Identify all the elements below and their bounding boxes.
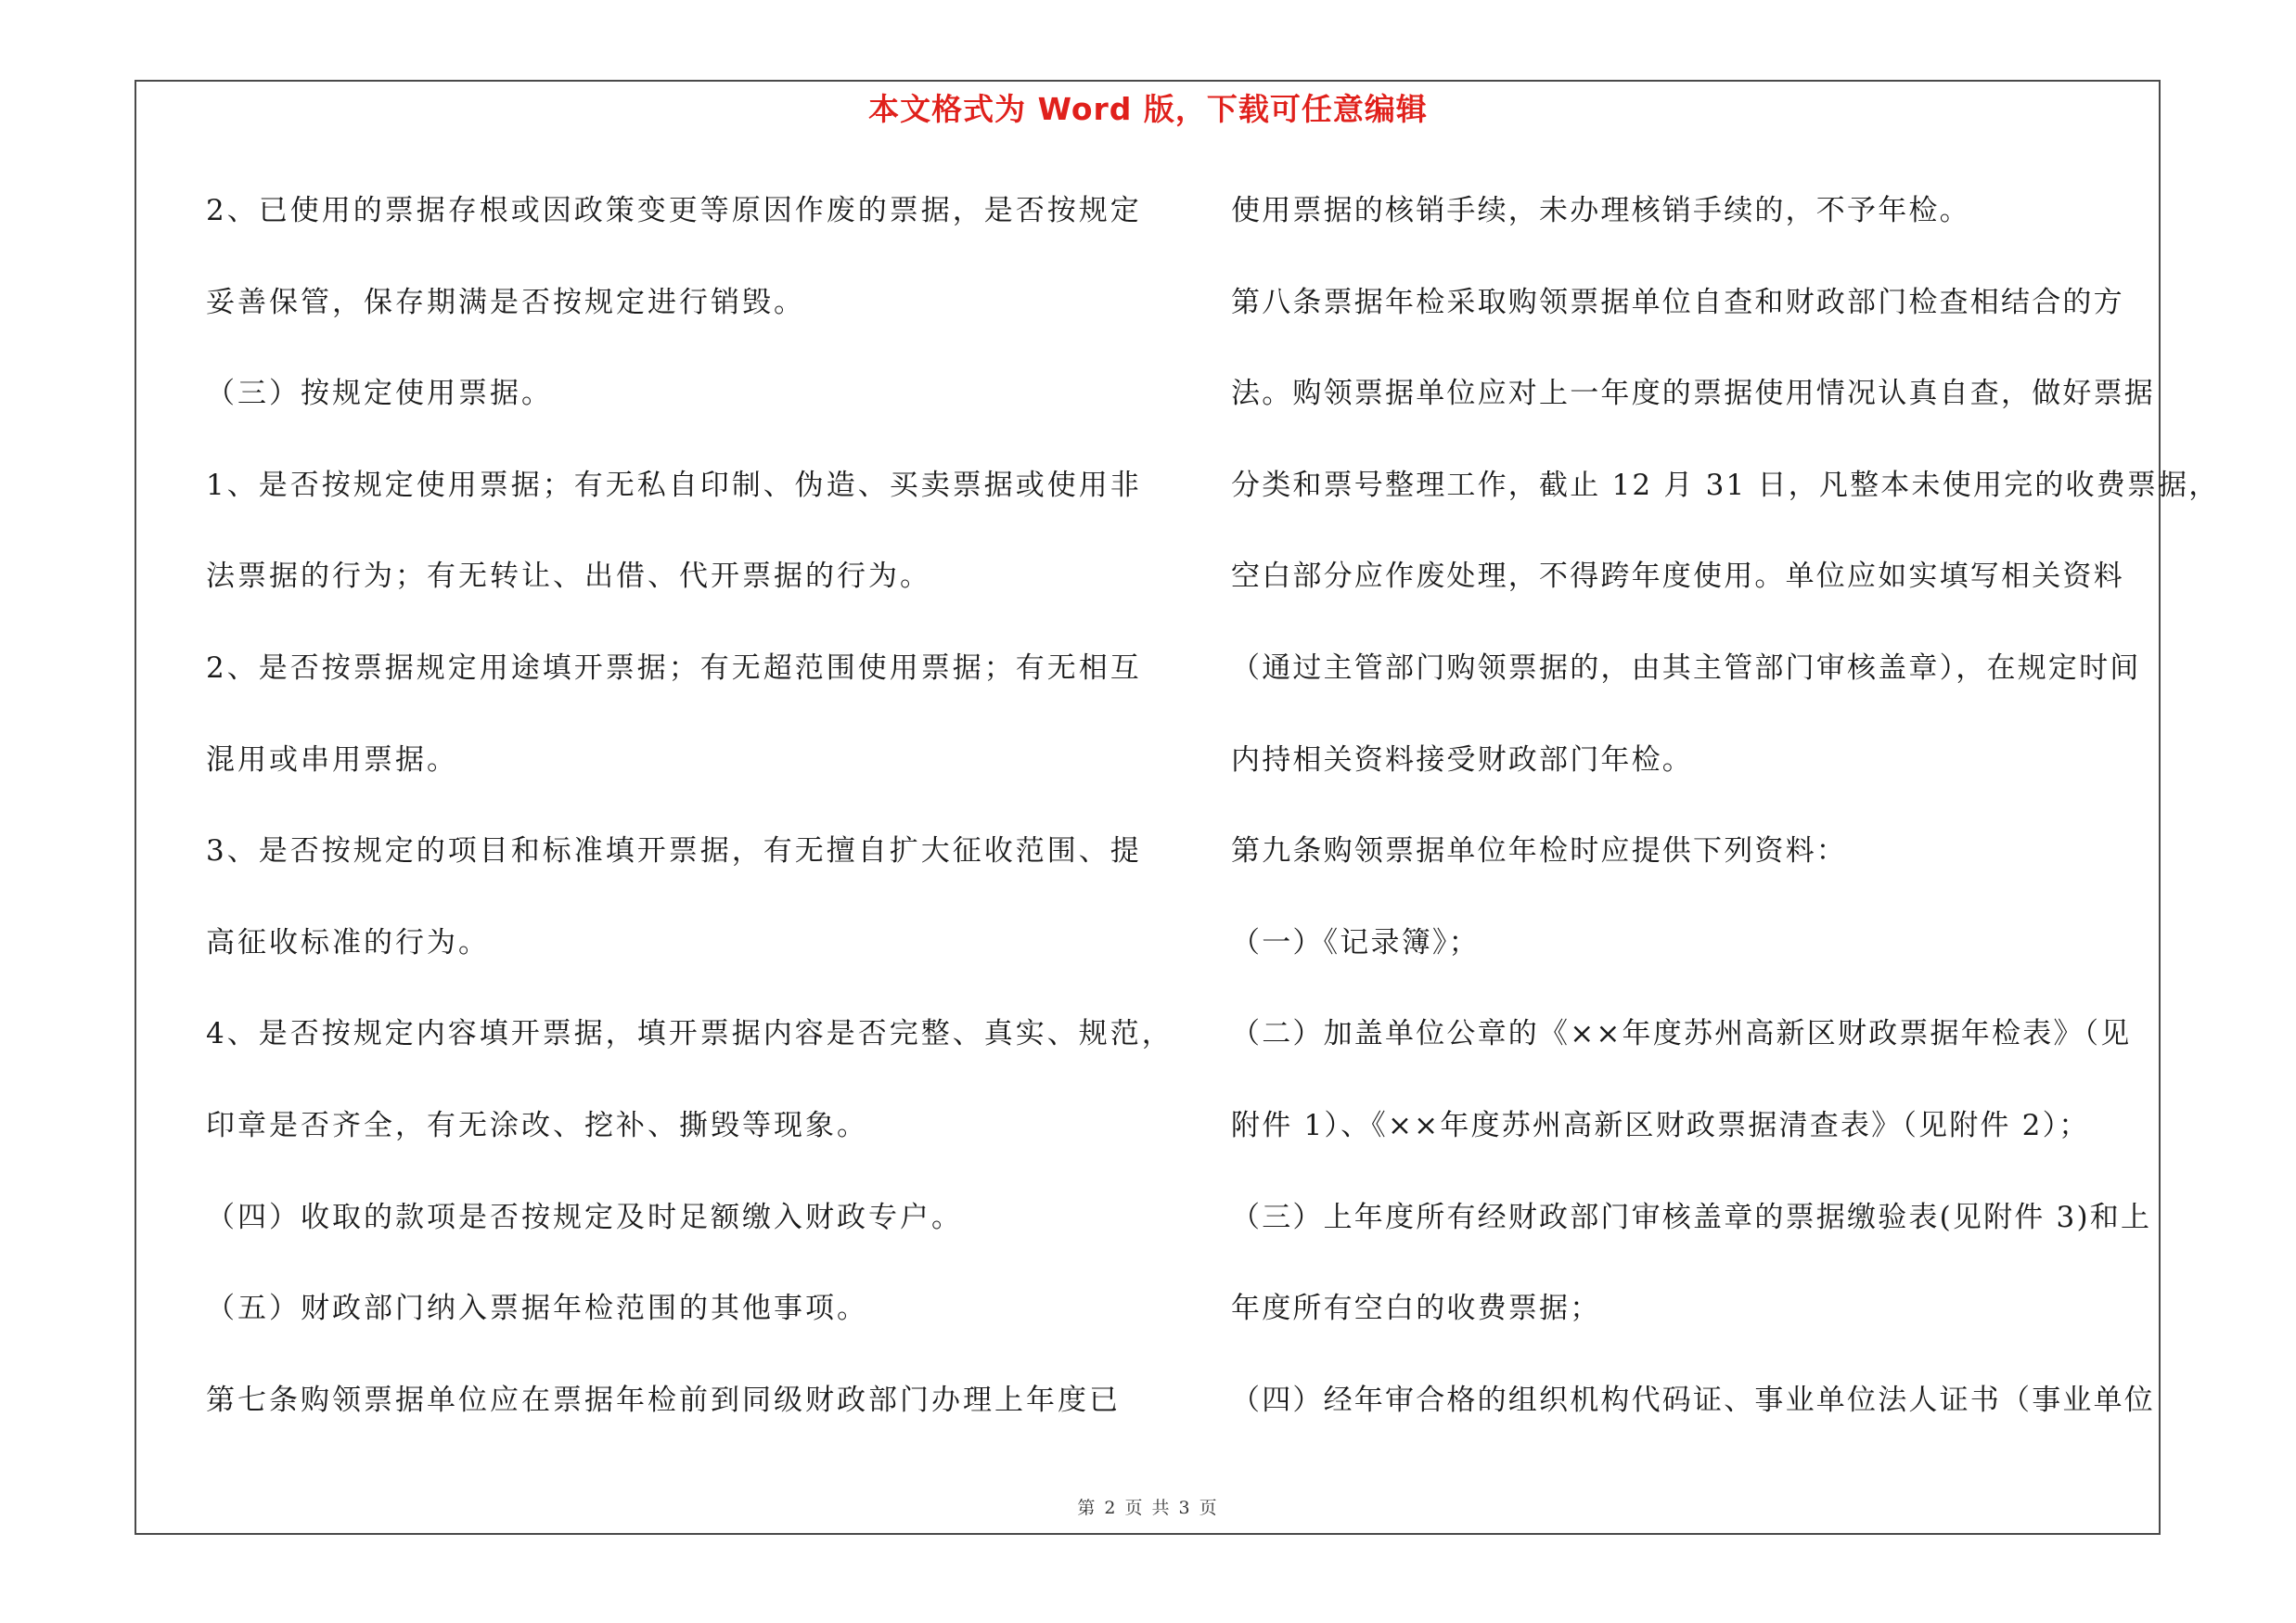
page-number-footer: 第 2 页 共 3 页 [1077, 1498, 1219, 1518]
text-line: 法票据的行为；有无转让、出借、代开票据的行为。 [206, 560, 931, 594]
text-line: 3、是否按规定的项目和标准填开票据，有无擅自扩大征收范围、提 [206, 834, 1142, 869]
text-line: 内持相关资料接受财政部门年检。 [1231, 742, 1693, 777]
text-line: 空白部分应作废处理，不得跨年度使用。单位应如实填写相关资料 [1231, 560, 2124, 594]
text-line: 4、是否按规定内容填开票据，填开票据内容是否完整、真实、规范， [206, 1017, 1174, 1051]
format-notice-banner: 本文格式为 Word 版，下载可任意编辑 [868, 91, 1428, 127]
text-line: 年度所有空白的收费票据； [1231, 1292, 1601, 1326]
text-line: 妥善保管，保存期满是否按规定进行销毁。 [206, 285, 805, 319]
text-line: （三）按规定使用票据。 [206, 377, 553, 411]
text-line: （一）《记录簿》； [1231, 925, 1480, 960]
text-line: 2、已使用的票据存根或因政策变更等原因作废的票据，是否按规定 [206, 194, 1142, 227]
text-line: 印章是否齐全，有无涂改、挖补、撕毁等现象。 [206, 1108, 868, 1142]
text-line: 第九条购领票据单位年检时应提供下列资料： [1231, 834, 1847, 869]
right-text-column [1231, 183, 2220, 1463]
text-line: 2、是否按票据规定用途填开票据；有无超范围使用票据；有无相互 [206, 650, 1142, 685]
text-line: 法。购领票据单位应对上一年度的票据使用情况认真自查，做好票据 [1231, 377, 2155, 411]
text-line: （二）加盖单位公章的《××年度苏州高新区财政票据年检表》（见 [1231, 1017, 2132, 1051]
text-line: 第八条票据年检采取购领票据单位自查和财政部门检查相结合的方 [1231, 285, 2124, 319]
text-line: 附件 1）、《××年度苏州高新区财政票据清查表》（见附件 2）； [1231, 1108, 2090, 1142]
text-line: 使用票据的核销手续，未办理核销手续的，不予年检。 [1231, 194, 1970, 227]
left-text-column [206, 183, 1174, 1463]
text-line: （五）财政部门纳入票据年检范围的其他事项。 [206, 1292, 868, 1326]
text-line: （三）上年度所有经财政部门审核盖章的票据缴验表(见附件 3)和上 [1231, 1200, 2152, 1234]
text-line: 分类和票号整理工作，截止 12 月 31 日，凡整本未使用完的收费票据， [1231, 468, 2220, 502]
text-line: （四）经年审合格的组织机构代码证、事业单位法人证书（事业单位 [1231, 1383, 2155, 1417]
text-line: 第七条购领票据单位应在票据年检前到同级财政部门办理上年度已 [206, 1383, 1121, 1417]
text-line: 混用或串用票据。 [206, 742, 458, 777]
text-line: 1、是否按规定使用票据；有无私自印制、伪造、买卖票据或使用非 [206, 468, 1142, 502]
text-line: 高征收标准的行为。 [206, 925, 490, 960]
text-line: （四）收取的款项是否按规定及时足额缴入财政专户。 [206, 1200, 963, 1234]
text-line: （通过主管部门购领票据的，由其主管部门审核盖章），在规定时间 [1231, 650, 2141, 685]
